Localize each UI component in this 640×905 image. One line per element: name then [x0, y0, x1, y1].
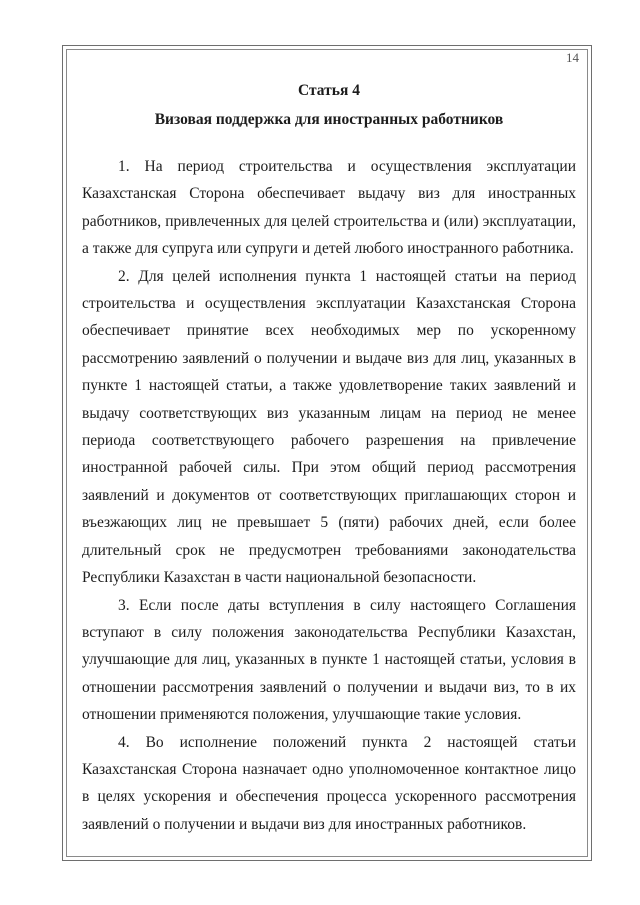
paragraph-2: 2. Для целей исполнения пункта 1 настоящей статьи на период строительства и осуществления эксплуатации Казахстанская Сторона обеспечивает принятие всех необходимых мер по ускоренному рассмотрению заявлений о получении и выдаче виз для лиц, указанных в пункте 1 настоящей статьи, а также удовлетворение таких заявлений и выдачу соответствующих виз указанным лицам на период не менее периода соответствующего рабочего разрешения на привлечение иностранной рабочей силы. При этом общий период рассмотрения заявлений и документов от соответствующих приглашающих сторон и въезжающих лиц не превышает 5 (пяти) рабочих дней, если более длительный срок не предусмотрен требованиями законодательства Республики Казахстан в части национальной безопасности. [82, 267, 576, 587]
page-number: 14 [566, 50, 579, 65]
article-title: Статья 4 [298, 82, 360, 99]
paragraph-1: 1. На период строительства и осуществления эксплуатации Казахстанская Сторона обеспечивает выдачу виз для иностранных работников, привлеченных для целей строительства и (или) эксплуатации, а также для супруга или супруги и детей любого иностранного работника. [82, 158, 576, 258]
paragraph-3: 3. Если после даты вступления в силу настоящего Соглашения вступают в силу положения законодательства Республики Казахстан, улучшающие для лиц, указанных в пункте 1 настоящей статьи, условия в отношении рассмотрения заявлений о получении и выдачи виз, то в их отношении применяются положения, улучшающие такие условия. [82, 596, 576, 724]
document-body [82, 78, 576, 838]
article-subtitle: Визовая поддержка для иностранных работников [154, 111, 504, 128]
paragraph-4: 4. Во исполнение положений пункта 2 настоящей статьи Казахстанская Сторона назначает одно уполномоченное контактное лицо в целях ускорения и обеспечения процесса ускоренного рассмотрения заявлений о получении и выдачи виз для иностранных работников. [82, 733, 576, 833]
